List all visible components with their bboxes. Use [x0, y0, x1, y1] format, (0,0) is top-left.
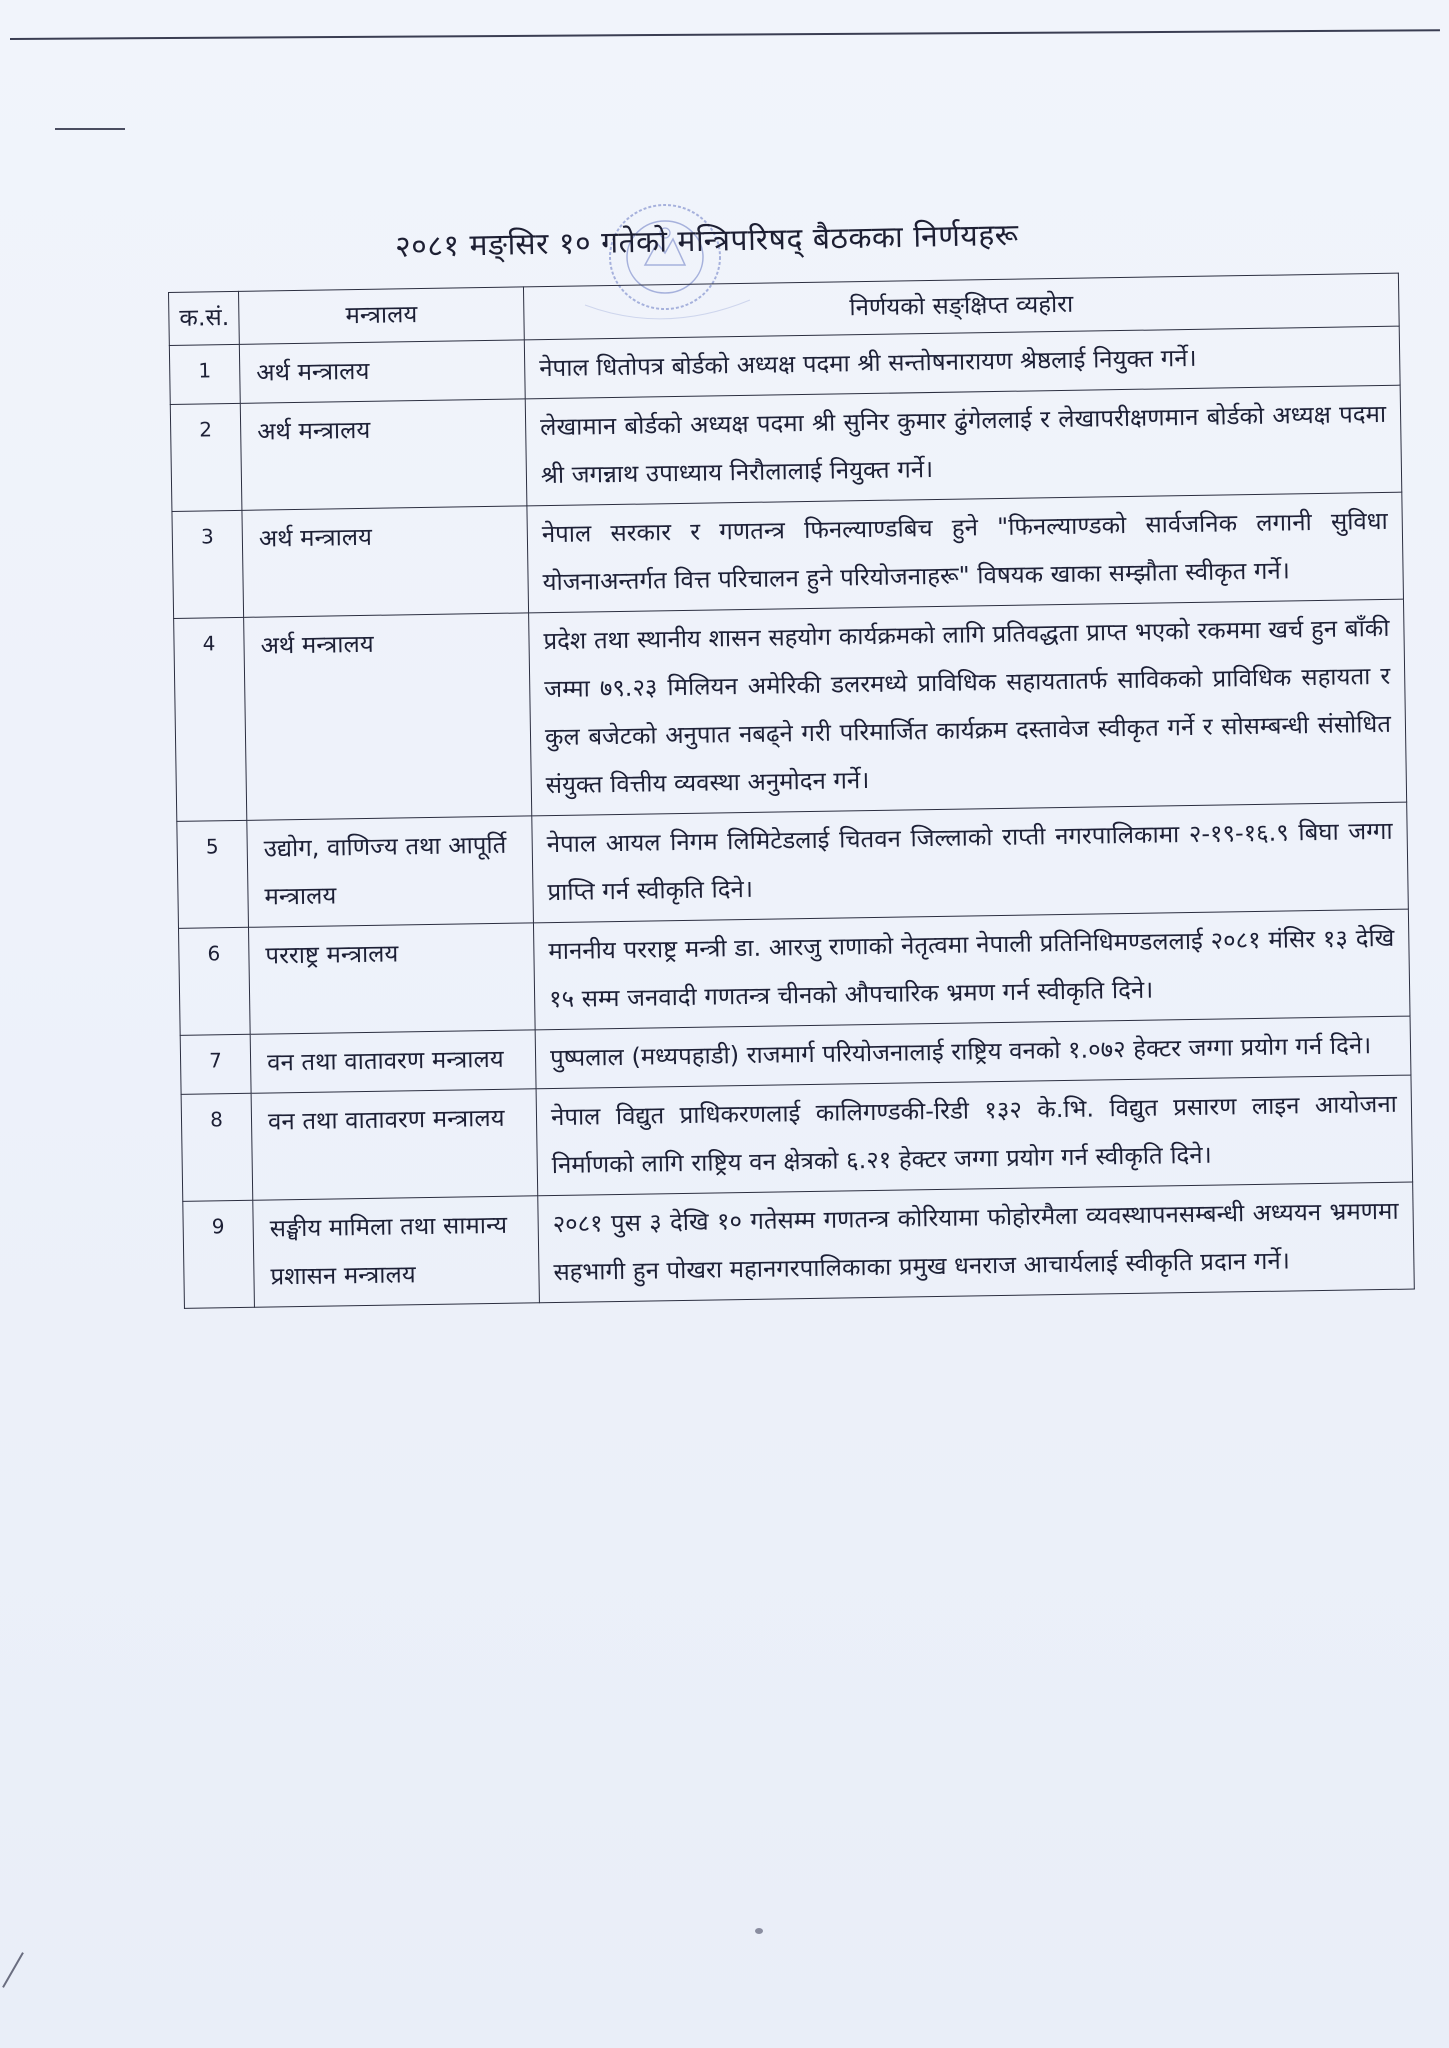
row-ministry: सङ्घीय मामिला तथा सामान्य प्रशासन मन्त्रालय	[253, 1196, 540, 1307]
row-sn: 4	[174, 617, 247, 821]
row-decision: २०८१ पुस ३ देखि १० गतेसम्म गणतन्त्र कोरियामा फोहोरमैला व्यवस्थापनसम्बन्धी अध्ययन भ्रमणमा सहभागी हुन पोखरा महानगरपालिकाका प्रमुख धनराज आचार्यलाई स्वीकृति प्रदान गर्ने।	[538, 1182, 1415, 1303]
row-ministry: वन तथा वातावरण मन्त्रालय	[250, 1030, 536, 1093]
row-sn: 5	[177, 820, 249, 928]
row-decision: माननीय परराष्ट्र मन्त्री डा. आरजु राणाको नेतृत्वमा नेपाली प्रतिनिधिमण्डललाई २०८१ मंसिर १३ देखि १५ सम्म जनवादी गणतन्त्र चीनको औपचारिक भ्रमण गर्न स्वीकृति दिने।	[533, 909, 1410, 1030]
table-row	[181, 1075, 1413, 1201]
row-ministry: अर्थ मन्त्रालय	[244, 613, 532, 820]
scan-edge-line	[10, 29, 1440, 40]
row-decision: नेपाल विद्युत प्राधिकरणलाई कालिगण्डकी-रिडी १३२ के.भि. विद्युत प्रसारण लाइन आयोजना निर्माणको लागि राष्ट्रिय वन क्षेत्रको ६.२१ हेक्टर जग्गा प्रयोग गर्न स्वीकृति दिने।	[536, 1075, 1413, 1196]
scan-speck	[755, 1928, 763, 1934]
table-row	[178, 909, 1410, 1035]
row-sn: 8	[181, 1093, 253, 1201]
row-sn: 6	[178, 927, 250, 1035]
table-row	[174, 599, 1407, 821]
row-decision: नेपाल सरकार र गणतन्त्र फिनल्याण्डबिच हुने "फिनल्याण्डको सार्वजनिक लगानी सुविधा योजनाअन्तर्गत वित्त परिचालन हुने परियोजनाहरू" विषयक खाका सम्झौता स्वीकृत गर्ने।	[527, 492, 1404, 613]
margin-dash-mark	[55, 128, 125, 130]
row-ministry: अर्थ मन्त्रालय	[240, 399, 527, 510]
row-ministry: अर्थ मन्त्रालय	[239, 340, 525, 403]
row-sn: 9	[183, 1200, 255, 1308]
row-ministry: उद्योग, वाणिज्य तथा आपूर्ति मन्त्रालय	[247, 816, 534, 927]
row-ministry: वन तथा वातावरण मन्त्रालय	[251, 1089, 538, 1200]
decisions-table	[168, 273, 1415, 1309]
header-sn: क.सं.	[169, 291, 240, 345]
row-decision: लेखामान बोर्डको अध्यक्ष पदमा श्री सुनिर कुमार ढुंगेललाई र लेखापरीक्षणमान बोर्डको अध्यक्ष पदमा श्री जगन्नाथ उपाध्याय निरौलालाई नियुक्त गर्ने।	[525, 385, 1402, 506]
row-sn: 7	[180, 1034, 251, 1094]
header-decision: निर्णयको सङ्क्षिप्त व्यहोरा	[523, 273, 1399, 340]
row-sn: 1	[169, 344, 240, 404]
header-ministry: मन्त्रालय	[238, 287, 524, 344]
row-ministry: अर्थ मन्त्रालय	[242, 506, 529, 617]
table-row	[172, 492, 1404, 618]
row-decision: पुष्पलाल (मध्यपहाडी) राजमार्ग परियोजनालाई राष्ट्रिय वनको १.०७२ हेक्टर जग्गा प्रयोग गर्न दिने।	[535, 1016, 1411, 1089]
row-ministry: परराष्ट्र मन्त्रालय	[248, 923, 535, 1034]
scan-corner-mark	[2, 1952, 24, 1988]
row-decision: नेपाल आयल निगम लिमिटेडलाई चितवन जिल्लाको राप्ती नगरपालिकामा २-१९-१६.९ बिघा जग्गा प्राप्ति गर्न स्वीकृति दिने।	[532, 802, 1409, 923]
row-decision: प्रदेश तथा स्थानीय शासन सहयोग कार्यक्रमको लागि प्रतिवद्धता प्राप्त भएको रकममा खर्च हुन बाँकी जम्मा ७९.२३ मिलियन अमेरिकी डलरमध्ये प्राविधिक सहायतातर्फ साविकको प्राविधिक सहायता र कुल बजेटको अनुपात नबढ्ने गरी परिमार्जित कार्यक्रम दस्तावेज स्वीकृत गर्ने र सोसम्बन्धी संसोधित संयुक्त वित्तीय व्यवस्था अनुमोदन गर्ने।	[529, 599, 1407, 816]
row-sn: 2	[170, 403, 242, 511]
table-row	[170, 385, 1402, 511]
row-decision: नेपाल धितोपत्र बोर्डको अध्यक्ष पदमा श्री सन्तोषनारायण श्रेष्ठलाई नियुक्त गर्ने।	[524, 326, 1400, 399]
page-title: २०८१ मङ्सिर १० गतेको मन्त्रिपरिषद् बैठकका निर्णयहरू	[394, 217, 1019, 265]
decisions-table-wrapper	[168, 273, 1414, 1309]
table-row	[183, 1182, 1415, 1308]
table-row	[177, 802, 1409, 928]
row-sn: 3	[172, 510, 244, 618]
